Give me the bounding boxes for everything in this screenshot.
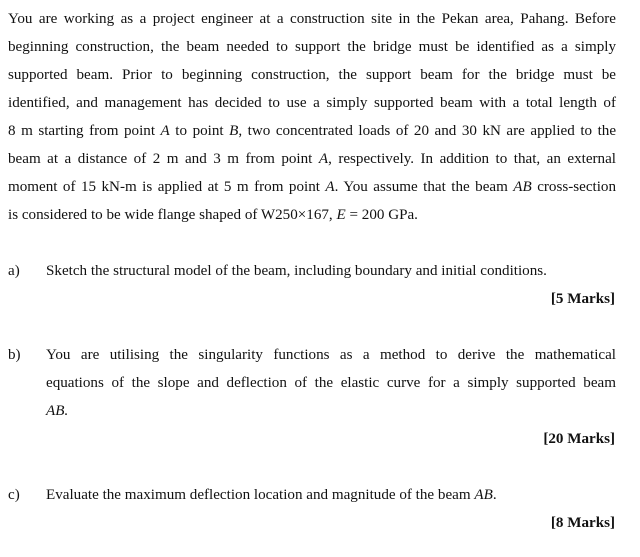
marks-label: [8 Marks] (550, 515, 615, 531)
marks-label: [5 Marks] (550, 291, 615, 307)
marks-label: [20 Marks] (543, 431, 615, 447)
question-label: b) (8, 347, 21, 363)
question-text: equations of the slope and deflection of the elastic curve for a simply supported beam (46, 375, 616, 391)
intro-line: You are working as a project engineer at a construction site in the Pekan area, Pahang. Before (8, 11, 616, 27)
question-text: Evaluate the maximum deflection location and magnitude of the beam AB. (46, 487, 497, 503)
question-text: AB. (46, 403, 69, 419)
intro-line: supported beam. Prior to beginning construction, the support beam for the bridge must be (8, 67, 616, 83)
intro-line: is considered to be wide flange shaped of W250×167, E = 200 GPa. (8, 207, 418, 223)
question-label: c) (8, 487, 20, 503)
question-text: You are utilising the singularity functions as a method to derive the mathematical (46, 347, 616, 363)
question-text: Sketch the structural model of the beam, including boundary and initial conditions. (46, 263, 547, 279)
intro-line: beam at a distance of 2 m and 3 m from point A, respectively. In addition to that, an external (8, 151, 616, 167)
intro-line: identified, and management has decided to use a simply supported beam with a total length of (8, 95, 616, 111)
intro-line: moment of 15 kN-m is applied at 5 m from point A. You assume that the beam AB cross-section (8, 179, 617, 195)
intro-line: 8 m starting from point A to point B, two concentrated loads of 20 and 30 kN are applied to the (8, 123, 617, 139)
intro-line: beginning construction, the beam needed to support the bridge must be identified as a simply (8, 39, 616, 55)
question-label: a) (8, 263, 20, 279)
